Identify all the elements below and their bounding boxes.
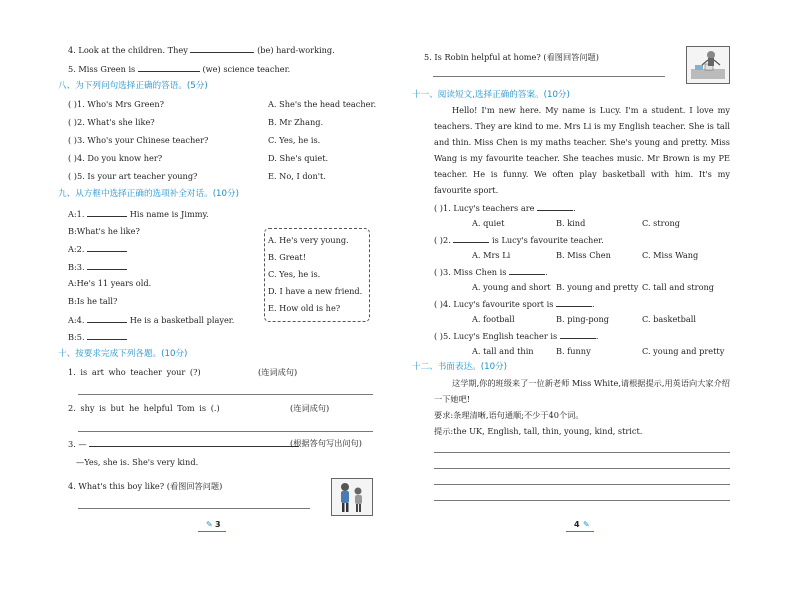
sec8-q1: ( )1. Who's Mrs Green?	[68, 99, 164, 109]
sec11-q4	[434, 298, 595, 310]
sec8-a1: A. She's the head teacher.	[268, 99, 377, 109]
robin-picture	[686, 46, 730, 84]
sec11-q3-opt-c: C. tall and strong	[642, 282, 715, 292]
sec10-q4-hint: (看图回答问题)	[166, 481, 223, 491]
answer-line[interactable]	[433, 76, 665, 77]
sec11-q2-blank[interactable]	[453, 234, 489, 243]
sec11-q5-opt-a: A. tall and thin	[472, 346, 534, 356]
left-q5-pre: 5. Miss Green is	[68, 64, 136, 74]
sec9-line1-post: His name is Jimmy.	[129, 209, 209, 219]
sec11-q3-text: ( )3. Miss Chen is	[434, 267, 507, 277]
left-q4-post: (be) hard-working.	[257, 45, 335, 55]
page-number-left: 3	[215, 520, 221, 529]
sec11-q4-blank[interactable]	[556, 298, 592, 307]
sec11-q4-opt-b: B. ping-pong	[556, 314, 610, 324]
writing-line[interactable]	[434, 468, 730, 469]
section-12-title: 十二、书面表达。(10分)	[412, 362, 507, 372]
sec11-q3-opt-a: A. young and short	[472, 282, 551, 292]
writing-tips: 提示:the UK, English, tall, thin, young, kind, strict.	[434, 426, 643, 436]
reading-passage: Hello! I'm new here. My name is Lucy. I'm a student. I love my teachers. They are kind to me. Mrs Li is my English teacher. She is tall and thin. Miss Chen is my maths teacher. She's young and pretty. Miss Wang is my favourite teacher. She teaches music. Mr Brown is my PE teacher. He is funny. We often play basketball with him. It's my favourite sport.	[434, 105, 730, 195]
answer-line[interactable]	[78, 394, 373, 395]
sec10-q4	[68, 481, 222, 492]
sec8-q5: ( )5. Is your art teacher young?	[68, 171, 198, 181]
sec9-blank5[interactable]	[87, 331, 127, 340]
option-b: B. Great!	[268, 252, 306, 262]
sec9-line4-pre: B:3.	[68, 262, 85, 272]
sec11-q2	[434, 234, 604, 246]
sec11-q3-blank[interactable]	[509, 266, 545, 275]
sec11-q5-opt-c: C. young and pretty	[642, 346, 725, 356]
sec8-q3: ( )3. Who's your Chinese teacher?	[68, 135, 209, 145]
section-8-title: 八、为下列问句选择正确的答语。(5分)	[58, 81, 208, 91]
sec8-q2: ( )2. What's she like?	[68, 117, 155, 127]
sec8-q4: ( )4. Do you know her?	[68, 153, 163, 163]
right-q5-hint: (看图回答问题)	[543, 52, 599, 62]
sec11-q1-opt-a: A. quiet	[472, 218, 505, 228]
sec11-q3	[434, 266, 548, 278]
boy-illustration	[332, 479, 372, 515]
sec9-blank4[interactable]	[87, 314, 127, 323]
sec11-q3-end: .	[545, 267, 548, 277]
sec11-q4-opt-c: C. basketball	[642, 314, 696, 324]
sec10-q3-hint: (根据答句写出问句)	[290, 438, 362, 448]
writing-prompt: 这学期,你的班级来了一位新老师 Miss White,请根据提示,用英语向大家介绍一下她吧!	[434, 378, 730, 404]
left-q5-post: (we) science teacher.	[202, 64, 291, 74]
sec11-q3-opt-b: B. young and pretty	[556, 282, 639, 292]
writing-requirements: 要求:条理清晰,语句通顺;不少于40个词。	[434, 410, 584, 420]
section-10-title: 十、按要求完成下列各题。(10分)	[58, 349, 188, 359]
writing-line[interactable]	[434, 452, 730, 453]
right-q5-text: 5. Is Robin helpful at home?	[424, 52, 541, 62]
sec10-q3-pre: 3. —	[68, 439, 87, 449]
answer-line[interactable]	[78, 431, 373, 432]
section-9-title: 九、从方框中选择正确的选项补全对话。(10分)	[58, 189, 239, 199]
page-number-right: 4	[574, 520, 580, 529]
sec9-line2: B:What's he like?	[68, 226, 140, 236]
sec11-q1-opt-c: C. strong	[642, 218, 681, 228]
sec11-q4-opt-a: A. football	[472, 314, 515, 324]
sec11-q1-opt-b: B. kind	[556, 218, 586, 228]
section-11-title: 十一、阅读短文,选择正确的答案。(10分)	[412, 90, 570, 100]
option-d: D. I have a new friend.	[268, 286, 363, 296]
sec11-q1-text: ( )1. Lucy's teachers are	[434, 203, 535, 213]
sec11-q2-end: is Lucy's favourite teacher.	[492, 235, 604, 245]
sec9-line3	[68, 243, 127, 255]
answer-line[interactable]	[78, 508, 310, 509]
sec9-blank2[interactable]	[87, 243, 127, 252]
sec9-line7-post: He is a basketball player.	[129, 315, 235, 325]
option-c: C. Yes, he is.	[268, 269, 321, 279]
sec11-q5-end: .	[595, 331, 599, 341]
sec11-q5	[434, 330, 598, 342]
sec10-q2-hint: (连词成句)	[290, 403, 330, 413]
sec10-q4-text: 4. What's this boy like?	[68, 481, 165, 491]
sec9-line6: B:Is he tall?	[68, 296, 118, 306]
left-q5-blank[interactable]	[138, 63, 200, 72]
sec9-line7	[68, 314, 234, 326]
sec11-q5-text: ( )5. Lucy's English teacher is	[434, 331, 558, 341]
sec11-q2-opt-c: C. Miss Wang	[642, 250, 699, 260]
writing-line[interactable]	[434, 500, 730, 501]
pencil-icon: ✎	[583, 520, 590, 529]
sec9-line4	[68, 261, 127, 273]
left-q4-pre: 4. Look at the children. They	[68, 45, 188, 55]
sec9-line1-pre: A:1.	[68, 209, 85, 219]
sec10-q2-words: 2. shy is but he helpful Tom is (.)	[68, 403, 220, 413]
option-a: A. He's very young.	[268, 235, 349, 245]
writing-line[interactable]	[434, 484, 730, 485]
sec10-q1-hint: (连词成句)	[258, 367, 298, 377]
sec10-q1-words: 1. is art who teacher your (?)	[68, 367, 201, 377]
sec9-blank1[interactable]	[87, 208, 127, 217]
sec11-q1-blank[interactable]	[537, 202, 573, 211]
sec10-q3-blank[interactable]	[89, 438, 299, 447]
sec11-q1-end: .	[573, 203, 576, 213]
sec10-q3	[68, 438, 299, 450]
sec10-q3-answer: —Yes, she is. She's very kind.	[76, 457, 199, 467]
option-e: E. How old is he?	[268, 303, 341, 313]
left-q4-blank[interactable]	[190, 44, 254, 53]
sec11-q2-opt-a: A. Mrs Li	[472, 250, 511, 260]
sec9-line7-pre: A:4.	[68, 315, 85, 325]
right-page	[400, 0, 800, 596]
pencil-icon: ✎	[206, 520, 213, 529]
sec8-a2: B. Mr Zhang.	[268, 117, 324, 127]
sec11-q4-end: .	[592, 299, 595, 309]
sec11-q1	[434, 202, 576, 214]
sec9-line8-pre: B:5.	[68, 332, 85, 342]
sec9-blank3[interactable]	[87, 261, 127, 270]
sec8-a5: E. No, I don't.	[268, 171, 326, 181]
sec9-line5: A:He's 11 years old.	[68, 278, 152, 288]
sec11-q2-opt-b: B. Miss Chen	[556, 250, 611, 260]
sec9-line8	[68, 331, 127, 343]
left-q5	[68, 63, 290, 75]
sec11-q2-text: ( )2.	[434, 235, 451, 245]
sec8-a3: C. Yes, he is.	[268, 135, 321, 145]
robin-illustration	[687, 47, 729, 83]
sec8-a4: D. She's quiet.	[268, 153, 329, 163]
sec11-q5-blank[interactable]	[560, 330, 596, 339]
sec9-line1	[68, 208, 209, 220]
page-number-underline	[566, 531, 594, 532]
sec11-q4-text: ( )4. Lucy's favourite sport is	[434, 299, 554, 309]
sec11-q5-opt-b: B. funny	[556, 346, 591, 356]
sec9-line3-pre: A:2.	[68, 244, 85, 254]
page-number-underline	[198, 531, 226, 532]
left-q4	[68, 44, 335, 56]
right-q5	[424, 52, 599, 63]
boy-picture	[331, 478, 373, 516]
